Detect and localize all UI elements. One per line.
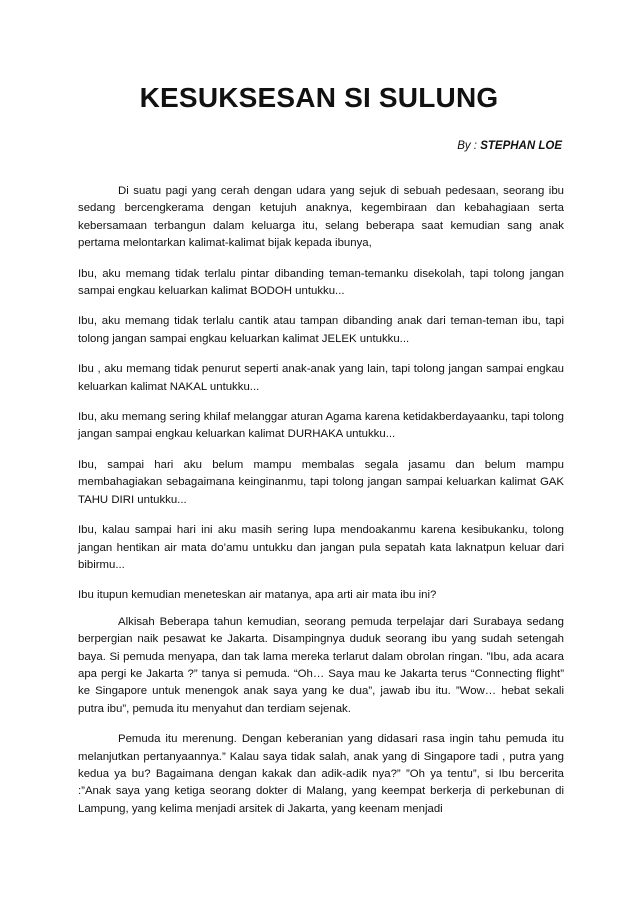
paragraph-plea-doa: Ibu, kalau sampai hari ini aku masih sering lupa mendoakanmu karena kesibukanku, tolong jangan hentikan air mata do’amu untukku dan jangan pula sepatah kata laknatpun keluar dari bibirmu... — [78, 524, 564, 571]
story-body — [78, 183, 564, 831]
byline-author: STEPHAN LOE — [480, 140, 562, 152]
paragraph-plea-bodoh: Ibu, aku memang tidak terlalu pintar dibanding teman-temanku disekolah, tapi tolong jangan sampai engkau keluarkan kalimat BODOH untukku... — [78, 267, 564, 298]
paragraph-plea-jelek: Ibu, aku memang tidak terlalu cantik atau tampan dibanding anak dari teman-teman ibu, tapi tolong jangan sampai engkau keluarkan kalimat JELEK untukku... — [78, 315, 564, 345]
paragraph-plea-durhaka: Ibu, aku memang sering khilaf melanggar aturan Agama karena ketidakberdayaanku, tapi tolong jangan sampai engkau keluarkan kalimat DURHAKA untukku... — [78, 411, 564, 441]
byline — [457, 140, 562, 152]
paragraph-children-story: Pemuda itu merenung. Dengan keberanian yang didasari rasa ingin tahu pemuda itu melanjutkan pertanyaannya.” Kalau saya tidak salah, anak yang di Singapore tadi , putra yang kedua ya bu? Bagaimana dengan kakak dan adik-adik nya?” ”Oh ya tentu”, si Ibu bercerita :”Anak saya yang ketiga seorang dokter di Malang, yang keempat berkerja di perkebunan di Lampung, yang kelima menjadi arsitek di Jakarta, yang keenam menjadi — [78, 733, 564, 815]
paragraph-plea-gak-tahu-diri: Ibu, sampai hari aku belum mampu membalas segala jasamu dan belum mampu membahagiakan sebagaimana keinginanmu, tapi tolong jangan sampai keluarkan kalimat GAK TAHU DIRI untukku... — [78, 458, 564, 506]
byline-prefix: By : — [457, 140, 481, 152]
paragraph-plea-nakal: Ibu , aku memang tidak penurut seperti anak-anak yang lain, tapi tolong jangan sampai engkau keluarkan kalimat NAKAL untukku... — [78, 363, 564, 393]
paragraph-intro: Di suatu pagi yang cerah dengan udara yang sejuk di sebuah pedesaan, seorang ibu sedang bercengkerama dengan ketujuh anaknya, kegembiraan dan kebahagiaan serta kebersamaan terbangun dalam keluarga itu, selang beberapa saat kemudian sang anak pertama melontarkan kalimat-kalimat bijak kepada ibunya, — [78, 185, 564, 250]
paragraph-tears: Ibu itupun kemudian meneteskan air matanya, apa arti air mata ibu ini? — [78, 589, 437, 602]
document-title: KESUKSESAN SI SULUNG — [139, 82, 499, 113]
paragraph-flight-story: Alkisah Beberapa tahun kemudian, seorang pemuda terpelajar dari Surabaya sedang berpergian naik pesawat ke Jakarta. Disampingnya duduk seorang ibu yang sudah setengah baya. Si pemuda menyapa, dan tak lama mereka terlarut dalam obrolan ringan. ”Ibu, ada acara apa pergi ke Jakarta ?” tanya si pemuda. “Oh… Saya mau ke Jakarta terus “Connecting flight” ke Singapore untuk menengok anak saya yang ke dua”, jawab ibu itu. ”Wow… hebat sekali putra ibu”, pemuda itu menyahut dan terdiam sejenak. — [78, 615, 564, 715]
